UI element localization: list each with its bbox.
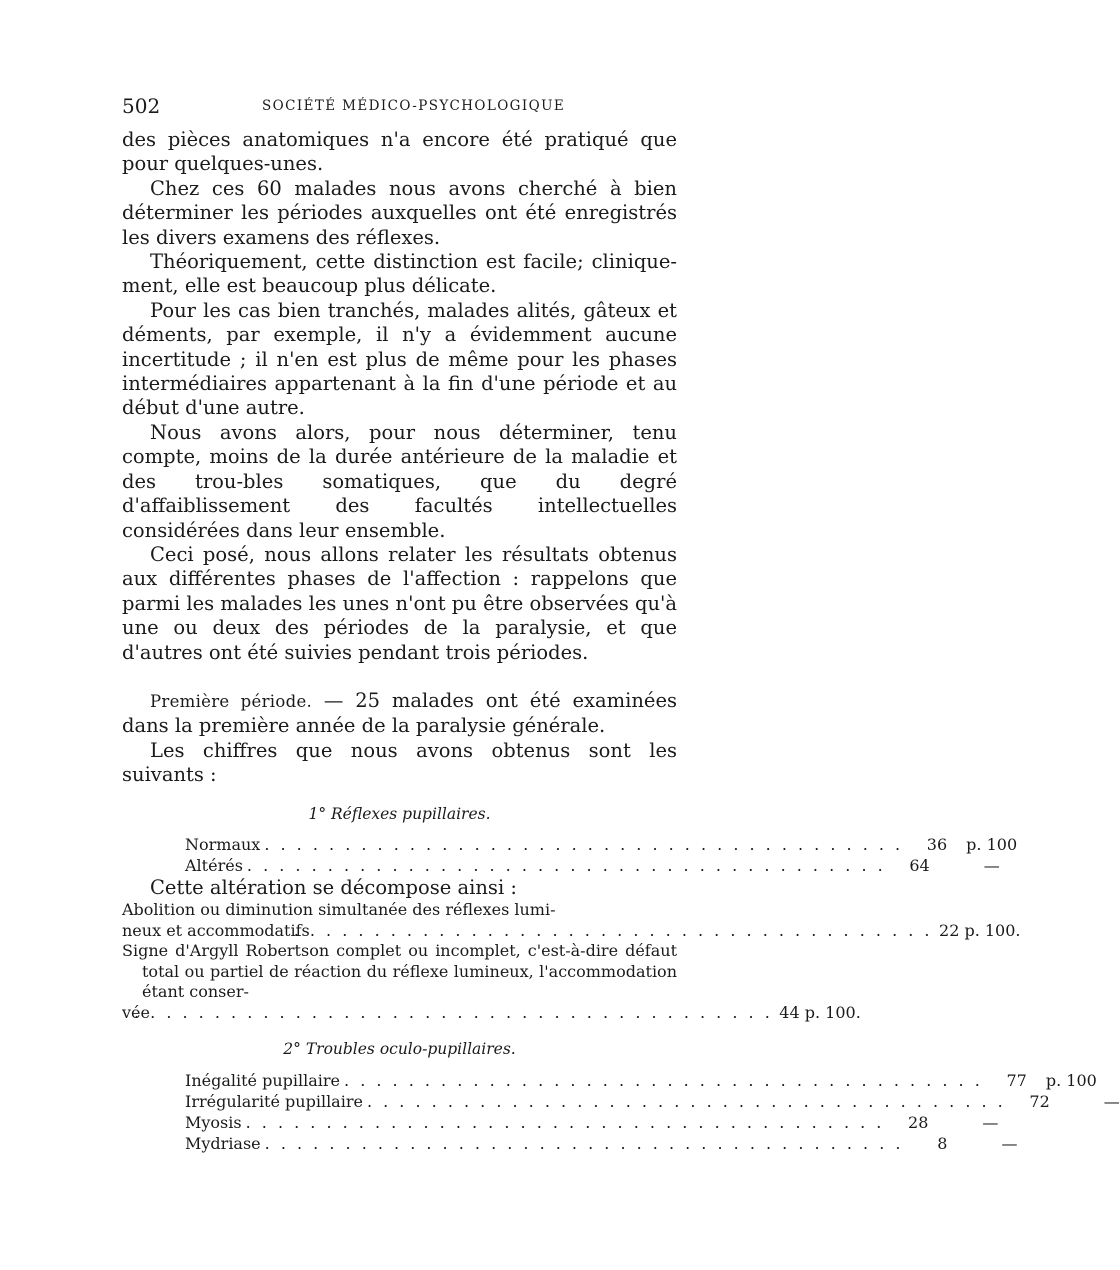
table-row — [185, 834, 1018, 855]
item-total-row — [122, 920, 1021, 942]
item-value: 44 p. 100. — [779, 1002, 861, 1022]
row-label: Inégalité pupillaire — [185, 1070, 341, 1090]
leader-dots — [265, 1133, 904, 1154]
row-label: Altérés — [185, 855, 243, 875]
page-header — [122, 94, 682, 118]
section-title: Première période. — [150, 691, 313, 711]
row-value: 8 — [937, 1133, 948, 1153]
decomposition-lead: Cette altération se décompose ainsi : — [150, 875, 517, 899]
item-text: Signe d'Argyll Robertson complet ou incomplet, c'est-à-dire défaut total ou partiel de réaction du réflexe lumineux, l'accommodation étant conser- — [122, 941, 677, 1002]
item-total-row — [122, 1002, 861, 1024]
table-row — [185, 1091, 1120, 1112]
item-text-end: neux et accommodatifs — [122, 920, 310, 940]
row-value: 64 — [909, 855, 930, 875]
row-label: Normaux — [185, 834, 261, 854]
item-text-end: vée — [122, 1002, 150, 1022]
leader-dots — [264, 834, 903, 855]
page-number: 502 — [122, 94, 161, 118]
table-row — [185, 1070, 1097, 1091]
running-title: SOCIÉTÉ MÉDICO-PSYCHOLOGIQUE — [262, 98, 566, 114]
paragraph: des pièces anatomiques n'a encore été pratiqué que pour quelques-unes. — [122, 128, 677, 176]
paragraph: Pour les cas bien tranchés, malades alités, gâteux et déments, par exemple, il n'y a évidemment aucune incertitude ; il n'en est plus de même pour les phases intermédiaires appartenant à la fin d'une période et au début d'une autre. — [122, 298, 677, 420]
decomposition-list — [122, 900, 1021, 1023]
leader-dots — [247, 855, 886, 876]
section-paragraph — [122, 689, 677, 739]
row-unit: — — [1103, 1091, 1120, 1111]
paragraph: Nous avons alors, pour nous déterminer, tenu compte, moins de la durée antérieure de la maladie et des trou-bles somatiques, que du degré d'affaiblissement des facultés intellectuelles considérées dans leur ensemble. — [122, 420, 677, 542]
leader-dots — [154, 1003, 773, 1024]
row-label: Irrégularité pupillaire — [185, 1091, 363, 1111]
item-value: 22 p. 100. — [939, 920, 1021, 940]
paragraph: Théoriquement, cette distinction est facile; clinique-ment, elle est beaucoup plus délicate. — [122, 250, 677, 298]
leader-dots — [246, 1112, 885, 1133]
leader-dots — [367, 1091, 1006, 1112]
table-row — [185, 855, 1000, 876]
paragraph: Ceci posé, nous allons relater les résultats obtenus aux différentes phases de l'affection : rappelons que parmi les malades les unes n'ont pu être observées qu'à une ou deux des périodes de la paralysie, et que d'autres ont été suivies pendant trois périodes. — [122, 542, 677, 664]
table-row — [185, 1112, 999, 1133]
decomposition-item — [122, 900, 1021, 941]
leader-dots — [314, 921, 933, 942]
row-value: 72 — [1029, 1091, 1050, 1111]
row-unit: p. 100 — [966, 834, 1018, 854]
paragraph: Chez ces 60 malades nous avons cherché à bien déterminer les périodes auxquelles ont été enregistrés les divers examens des réflexes. — [122, 176, 677, 249]
table2-heading: 2° Troubles oculo-pupillaires. — [283, 1040, 516, 1059]
row-unit: — — [982, 1112, 999, 1132]
row-unit: — — [983, 855, 1000, 875]
item-text: Abolition ou diminution simultanée des réflexes lumi- — [122, 900, 556, 920]
row-label: Myosis — [185, 1112, 242, 1132]
table-row — [185, 1133, 1018, 1154]
row-unit: p. 100 — [1045, 1070, 1097, 1090]
section-text: — 25 malades ont été examinées dans la première année de la paralysie générale. — [122, 688, 677, 738]
body-text — [122, 128, 1120, 1154]
row-unit: — — [1001, 1133, 1018, 1153]
row-value: 77 — [1006, 1070, 1027, 1090]
section-lead: Les chiffres que nous avons obtenus sont les suivants : — [122, 738, 677, 787]
decomposition-item — [122, 941, 861, 1023]
table1-heading: 1° Réflexes pupillaires. — [308, 804, 491, 823]
row-value: 28 — [908, 1112, 929, 1132]
row-label: Mydriase — [185, 1133, 261, 1153]
row-value: 36 — [926, 834, 948, 854]
leader-dots — [344, 1070, 983, 1091]
